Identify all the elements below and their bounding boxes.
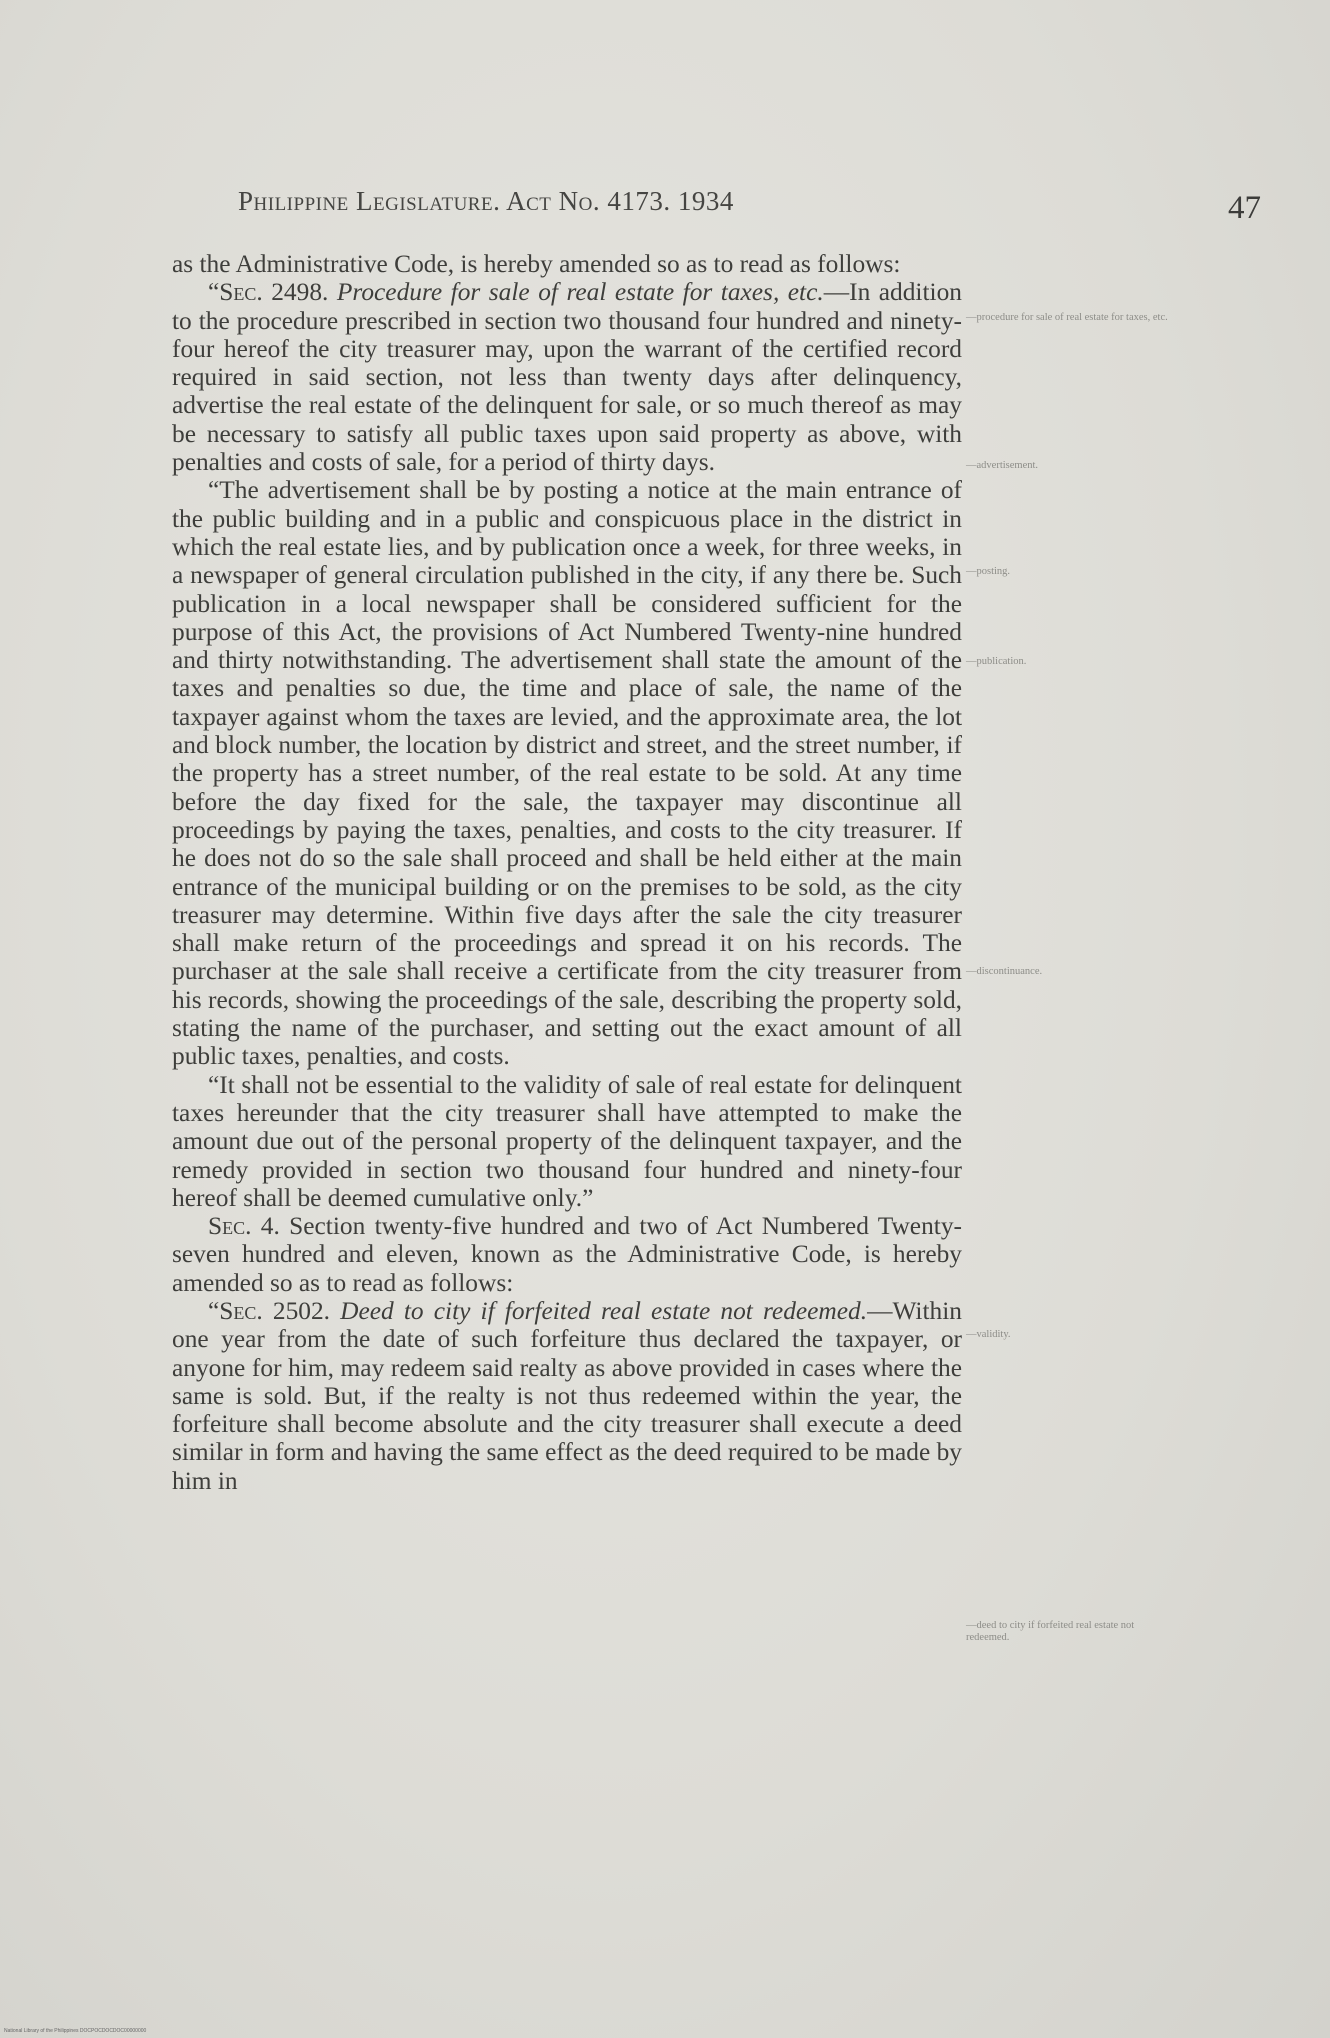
page-number: 47 [1228,190,1261,226]
section-text: Section twenty-five hundred and two of Act Numbered Twenty-seven hundred and eleven, known as the Administrative Code, is hereby amended so as to read as follows: [172,1212,962,1297]
section-text: —Within one year from the date of such forfeiture thus declared the taxpayer, or anyone for him, may redeem said realty as above provided in cases where the same is sold. But, if the realty is not thus redeemed within the year, the forfeiture shall become absolute and the city treasurer shall execute a deed similar in form and having the same effect as the deed required to be made by him in [172,1296,962,1495]
paragraph-validity: “It shall not be essential to the validity of sale of real estate for delinquent taxes hereunder that the city treasurer shall have attempted to make the amount due out of the personal property of the delinquent taxpayer, and the remedy provided in section two thousand four hundred and ninety-four hereof shall be deemed cumulative only.” [172,1070,962,1212]
section-label: Sec. 4. [208,1212,280,1241]
margin-note-procedure: —procedure for sale of real estate for taxes, etc. [966,312,1168,323]
margin-note-discontinuance: —discontinuance. [966,966,1043,977]
archive-credit: National Library of the Philippines DOCPOCDOCDOC00000000 [4,2028,147,2034]
paragraph-1: as the Administrative Code, is hereby amended so as to read as follows: [172,250,901,278]
paragraph-advertisement: “The advertisement shall be by posting a notice at the main entrance of the public building and in a public and conspicuous place in the district in which the real estate lies, and by publication once a week, for three weeks, in a newspaper of general circulation published in the city, if any there be. Such publication in a local newspaper shall be considered sufficient for the purpose of this Act, the provisions of Act Numbered Twenty-nine hundred and thirty notwithstanding. The advertisement shall state the amount of the taxes and penalties so due, the time and place of sale, the name of the taxpayer against whom the taxes are levied, and the approximate area, the lot and block number, the location by district and street, and the street number, if the property has a street number, of the real estate to be sold. At any time before the day fixed for the sale, the taxpayer may discontinue all proceedings by paying the taxes, penalties, and costs to the city treasurer. If he does not do so the sale shall proceed and shall be held either at the main entrance of the municipal building or on the premises to be sold, as the city treasurer may determine. Within five days after the sale the city treasurer shall make return of the proceedings and spread it on his records. The purchaser at the sale shall receive a certificate from the city treasurer from his records, showing the proceedings of the sale, describing the property sold, stating the name of the purchaser, and setting out the exact amount of all public taxes, penalties, and costs. [172,476,962,1071]
margin-note-validity: —validity. [966,1329,1011,1340]
paragraph-sec-2498 [172,278,962,476]
section-label: “Sec. 2502. [208,1296,331,1325]
paragraph-sec-2502 [172,1297,962,1495]
margin-note-deed: —deed to city if forfeited real estate not redeemed. [966,1620,1135,1643]
paragraph-sec-4 [172,1212,962,1297]
margin-note-publication: —publication. [966,656,1027,667]
section-label: “Sec. 2498. [208,278,329,307]
body-text [172,250,962,1495]
section-title: Deed to city if forfeited real estate not redeemed. [340,1296,868,1325]
section-title: Procedure for sale of real estate for taxes, etc. [336,278,824,307]
section-text: —In addition to the procedure prescribed in section two thousand four hundred and ninety-four hereof the city treasurer may, upon the warrant of the certified record required in said section, not less than twenty days after delinquency, advertise the real estate of the delinquent for sale, or so much thereof as may be necessary to satisfy all public taxes upon said property as above, with penalties and costs of sale, for a period of thirty days. [172,278,962,477]
running-header: Philippine Legislature. Act No. 4173. 1934 [238,186,734,216]
margin-note-posting: —posting. [966,566,1011,577]
margin-note-advertisement: —advertisement. [966,460,1039,471]
